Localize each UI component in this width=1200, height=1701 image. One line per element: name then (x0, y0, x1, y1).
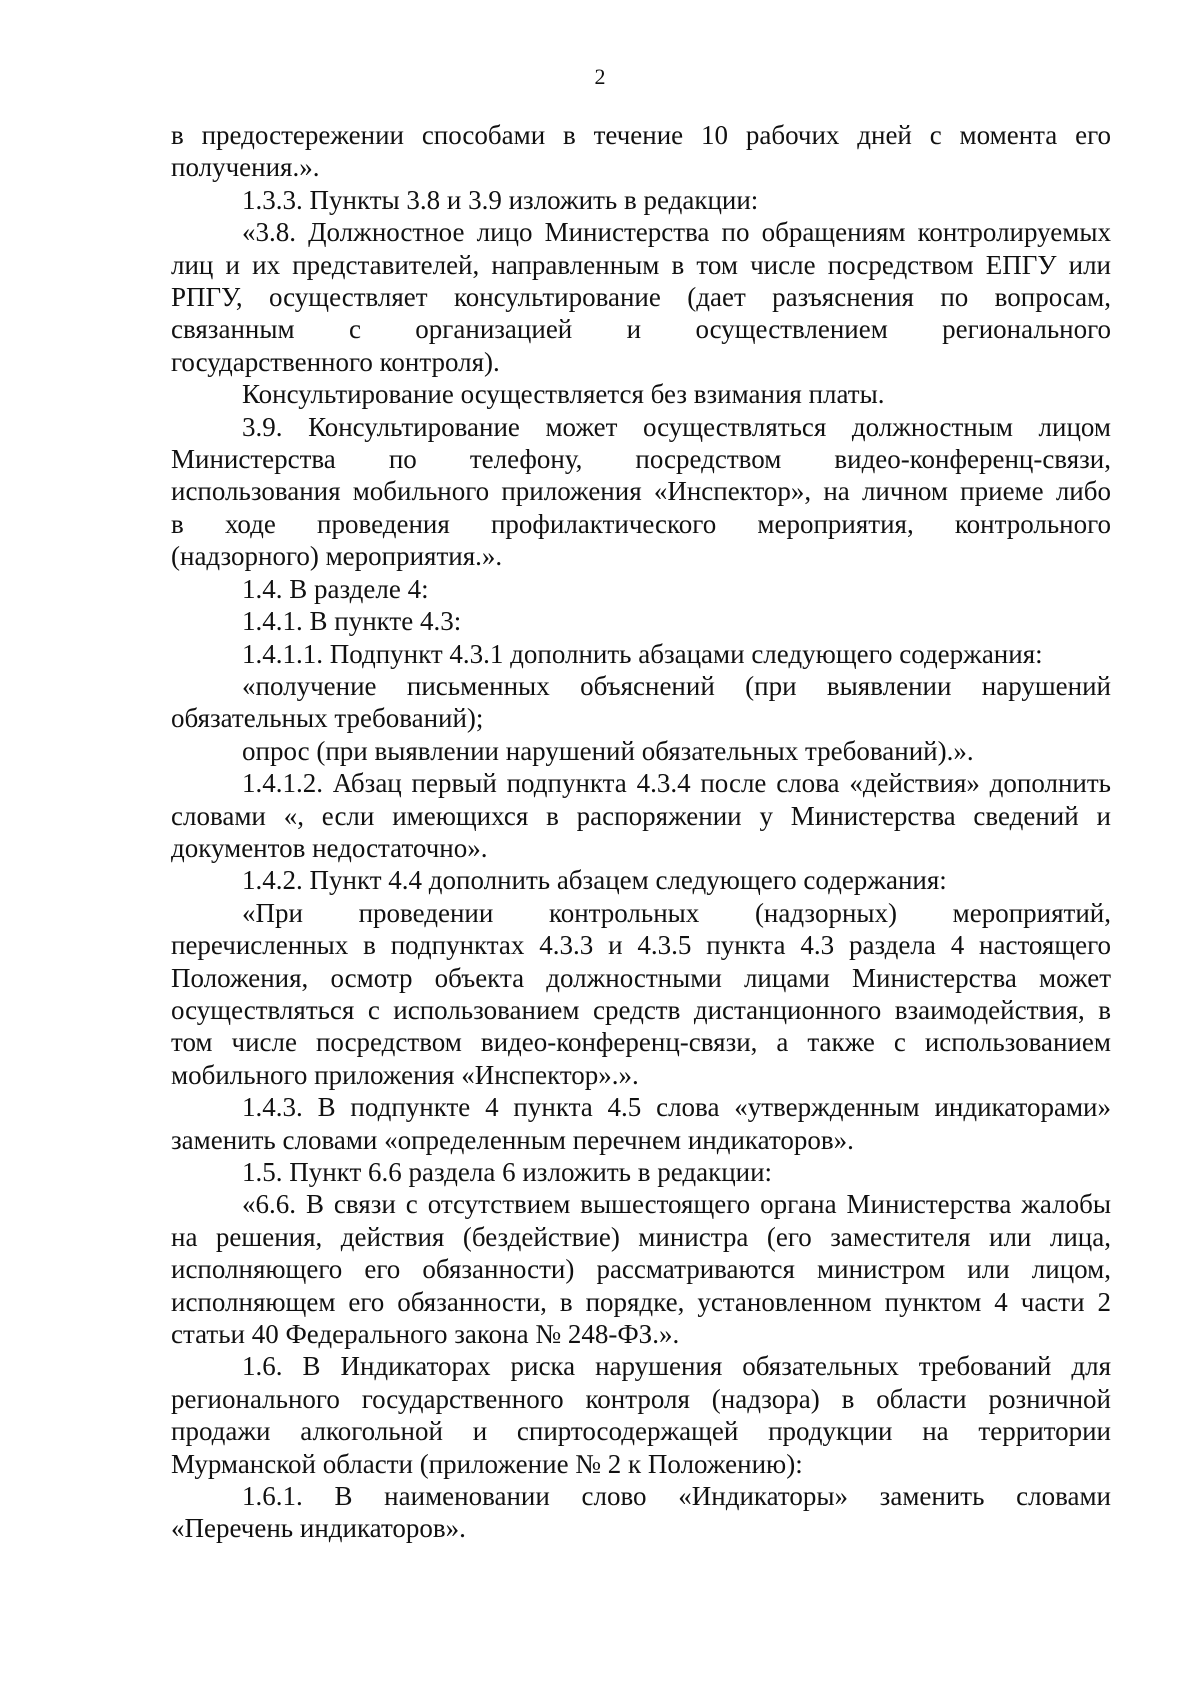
paragraph-line: 1.6.1. В наименовании слово «Индикаторы» заменить словами (242, 1481, 1111, 1512)
paragraph-line: в предостережении способами в течение 10 рабочих дней с момента его (171, 120, 1111, 150)
paragraph-line: регионального государственного контроля (надзора) в области розничной (171, 1383, 1111, 1414)
paragraph-line: 1.6. В Индикаторах риска нарушения обязательных требований для (242, 1351, 1111, 1382)
paragraph-line: (надзорного) мероприятия.». (171, 541, 503, 572)
paragraph-line: 1.4. В разделе 4: (242, 573, 429, 604)
paragraph-line: исполняющем его обязанности, в порядке, установленном пунктом 4 части 2 (171, 1286, 1111, 1317)
paragraph (171, 184, 1111, 216)
paragraph-line: государственного контроля). (171, 346, 500, 377)
paragraph-line: статьи 40 Федерального закона № 248-ФЗ.». (171, 1319, 680, 1350)
paragraph-line: «получение письменных объяснений (при выявлении нарушений (242, 670, 1111, 701)
paragraph (171, 378, 1111, 410)
paragraph (171, 119, 1111, 184)
paragraph (171, 605, 1111, 637)
paragraph-line: получения.». (171, 152, 320, 183)
paragraph-line: 1.3.3. Пункты 3.8 и 3.9 изложить в редакции: (242, 184, 759, 215)
paragraph (171, 897, 1111, 1091)
paragraph-line: осуществляться с использованием средств дистанционного взаимодействия, в (171, 994, 1111, 1025)
paragraph (171, 864, 1111, 896)
paragraph-line: мобильного приложения «Инспектор».». (171, 1059, 639, 1090)
paragraph-line: «При проведении контрольных (надзорных) мероприятий, (242, 897, 1111, 928)
paragraph (171, 735, 1111, 767)
paragraph-line: «6.6. В связи с отсутствием вышестоящего органа Министерства жалобы (242, 1189, 1111, 1220)
paragraph-line: документов недостаточно». (171, 832, 488, 863)
paragraph-line: «3.8. Должностное лицо Министерства по обращениям контролируемых (242, 217, 1111, 248)
paragraph-line: «Перечень индикаторов». (171, 1513, 466, 1544)
paragraph-line: РПГУ, осуществляет консультирование (дает разъяснения по вопросам, (171, 282, 1111, 313)
paragraph-line: заменить словами «определенным перечнем индикаторов». (171, 1124, 854, 1155)
paragraph-line: Положения, осмотр объекта должностными лицами Министерства может (171, 962, 1111, 993)
paragraph (171, 1480, 1111, 1545)
paragraph-line: словами «, если имеющихся в распоряжении у Министерства сведений и (171, 800, 1111, 831)
paragraph-line: Мурманской области (приложение № 2 к Положению): (171, 1448, 803, 1479)
paragraph (171, 1156, 1111, 1188)
paragraph-line: исполняющего его обязанности) рассматриваются министром или лицом, (171, 1254, 1111, 1285)
paragraph-line: 1.4.1.2. Абзац первый подпункта 4.3.4 после слова «действия» дополнить (242, 768, 1111, 799)
paragraph-line: 1.4.1. В пункте 4.3: (242, 606, 462, 637)
paragraph-line: 1.4.3. В подпункте 4 пункта 4.5 слова «утвержденным индикаторами» (242, 1092, 1111, 1123)
paragraph-line: 1.4.1.1. Подпункт 4.3.1 дополнить абзацами следующего содержания: (242, 638, 1043, 669)
page-number: 2 (594, 64, 606, 89)
paragraph (171, 638, 1111, 670)
paragraph (171, 767, 1111, 864)
paragraph-line: том числе посредством видео-конференц-связи, а также с использованием (171, 1027, 1111, 1058)
paragraph (171, 1091, 1111, 1156)
paragraph (171, 1350, 1111, 1480)
document-body (171, 119, 1111, 1545)
paragraph-line: 3.9. Консультирование может осуществляться должностным лицом (242, 411, 1111, 442)
paragraph-line: Министерства по телефону, посредством видео-конференц-связи, (171, 444, 1111, 475)
paragraph-line: Консультирование осуществляется без взимания платы. (242, 379, 885, 410)
paragraph-line: опрос (при выявлении нарушений обязательных требований).». (242, 735, 974, 766)
paragraph-line: на решения, действия (бездействие) министра (его заместителя или лица, (171, 1221, 1111, 1252)
paragraph (171, 670, 1111, 735)
paragraph (171, 573, 1111, 605)
paragraph-line: продажи алкогольной и спиртосодержащей продукции на территории (171, 1416, 1111, 1447)
paragraph-line: в ходе проведения профилактического мероприятия, контрольного (171, 508, 1111, 539)
paragraph-line: использования мобильного приложения «Инспектор», на личном приеме либо (171, 476, 1111, 507)
paragraph-line: 1.4.2. Пункт 4.4 дополнить абзацем следующего содержания: (242, 865, 947, 896)
paragraph (171, 216, 1111, 378)
paragraph (171, 1188, 1111, 1350)
paragraph-line: перечисленных в подпунктах 4.3.3 и 4.3.5 пункта 4.3 раздела 4 настоящего (171, 930, 1111, 961)
paragraph-line: лиц и их представителей, направленным в том числе посредством ЕПГУ или (171, 249, 1111, 280)
paragraph-line: связанным с организацией и осуществлением регионального (171, 314, 1111, 345)
paragraph (171, 411, 1111, 573)
paragraph-line: обязательных требований); (171, 703, 484, 734)
paragraph-line: 1.5. Пункт 6.6 раздела 6 изложить в редакции: (242, 1157, 773, 1187)
